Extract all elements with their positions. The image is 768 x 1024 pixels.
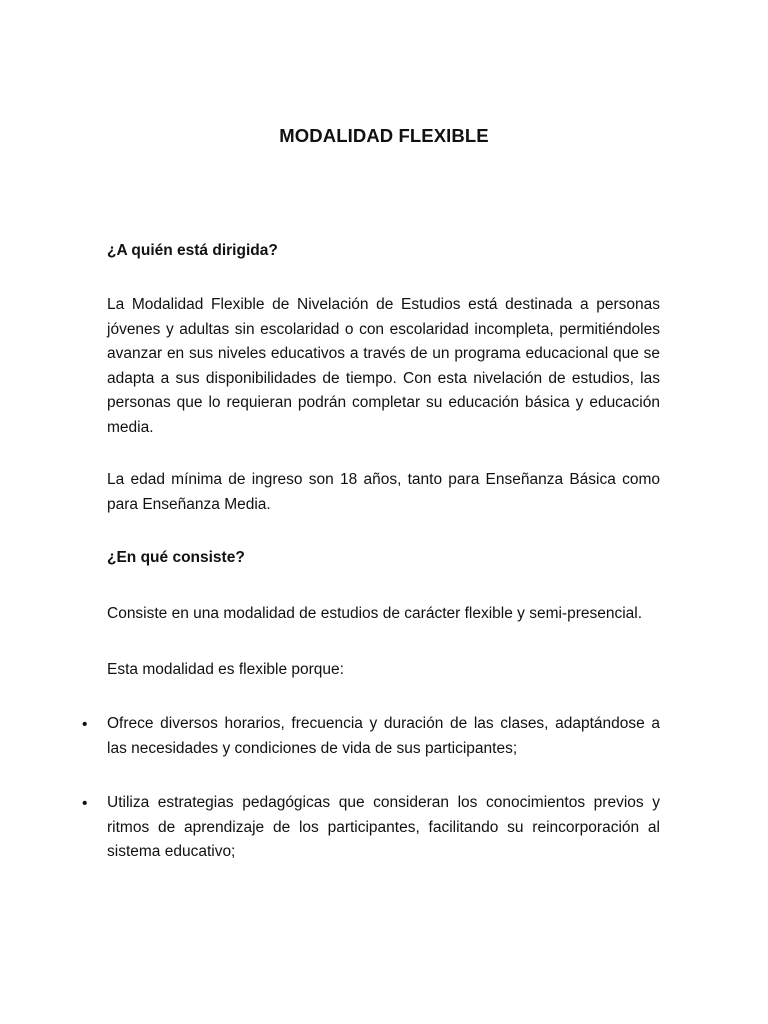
- section-heading-target-audience: ¿A quién está dirigida?: [107, 242, 278, 259]
- paragraph-minimum-age: La edad mínima de ingreso son 18 años, tanto para Enseñanza Básica como para Enseñanza Media.: [107, 471, 660, 513]
- paragraph-flexible-because: Esta modalidad es flexible porque:: [107, 661, 344, 678]
- list-item: Utiliza estrategias pedagógicas que consideran los conocimientos previos y ritmos de aprendizaje de los participantes, facilitando su reincorporación al sistema educativo;: [107, 794, 660, 860]
- paragraph-description: La Modalidad Flexible de Nivelación de Estudios está destinada a personas jóvenes y adultas sin escolaridad o con escolaridad incompleta, permitiéndoles avanzar en sus niveles educativos a través de un programa educacional que se adapta a sus disponibilidades de tiempo. Con esta nivelación de estudios, las personas que lo requieran podrán completar su educación básica y educación media.: [107, 296, 660, 436]
- bullet-icon: •: [82, 795, 88, 812]
- document-title: MODALIDAD FLEXIBLE: [279, 125, 489, 146]
- section-heading-what-it-is: ¿En qué consiste?: [107, 549, 245, 566]
- paragraph-consists: Consiste en una modalidad de estudios de carácter flexible y semi-presencial.: [107, 605, 643, 622]
- bullet-icon: •: [82, 716, 88, 733]
- list-item: Ofrece diversos horarios, frecuencia y duración de las clases, adaptándose a las necesidades y condiciones de vida de sus participantes;: [107, 715, 660, 757]
